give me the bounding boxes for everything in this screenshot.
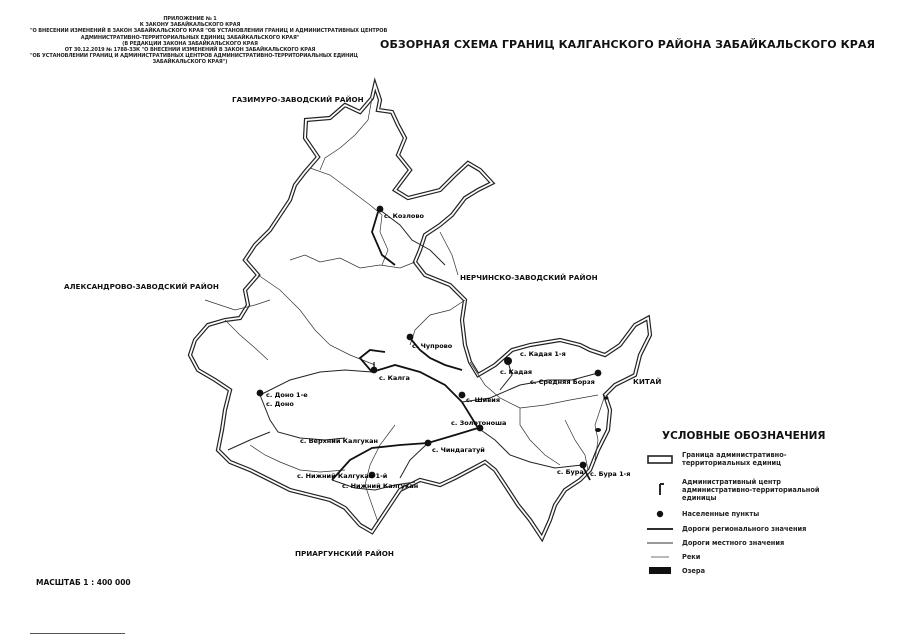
- lake-icon: [647, 564, 673, 578]
- label-zolotonosha: с. Золотоноша: [451, 419, 507, 427]
- map-scale: МАСШТАБ 1 : 400 000: [36, 578, 131, 587]
- label-bura: с. Бура: [557, 468, 584, 476]
- label-kadaya1: с. Кадая 1-я: [520, 350, 566, 358]
- neighbor-west: АЛЕКСАНДРОВО-ЗАВОДСКИЙ РАЙОН: [64, 282, 219, 291]
- legend-label: Дороги местного значения: [682, 539, 785, 547]
- settlement-dot-srednyaya-borzya: [595, 370, 602, 377]
- label-dono1: с. Доно 1-е: [266, 391, 308, 399]
- neighbor-northeast: НЕРЧИНСКО-ЗАВОДСКИЙ РАЙОН: [460, 273, 598, 282]
- header-line: ПРИЛОЖЕНИЕ № 1: [163, 16, 217, 22]
- label-chuprovo: с. Чупрово: [412, 342, 453, 350]
- header-line: К ЗАКОНУ ЗАБАЙКАЛЬСКОГО КРАЯ: [139, 22, 241, 29]
- lake-mark: [595, 428, 601, 432]
- legend-label: Граница административно-территориальных единиц: [682, 451, 787, 467]
- settlement-dot-chindagatuy: [425, 440, 432, 447]
- header-line: ОТ 30.12.2019 № 1788-ЗЗК "О ВНЕСЕНИИ ИЗМЕНЕНИЙ В ЗАКОН ЗАБАЙКАЛЬСКОГО КРАЯ: [64, 47, 316, 54]
- lake-mark: [604, 396, 609, 399]
- river-icon: [647, 550, 673, 564]
- settlements: [257, 206, 631, 490]
- legend-label: Реки: [682, 553, 701, 561]
- label-nizhny-kalgukan: с. Нижний Калгукан: [342, 482, 419, 490]
- settlement-dot-kozlovo: [377, 206, 384, 213]
- label-chindagatuy: с. Чиндагатуй: [432, 446, 485, 454]
- label-srednyaya-borzya: с. Средняя Борзя: [530, 378, 595, 386]
- label-bura1: с. Бура 1-я: [590, 470, 631, 478]
- label-verkhny-kalgukan: с. Верхний Калгукан: [300, 437, 379, 445]
- legend-label: Административный центр административно-территориальной единицы: [682, 478, 820, 502]
- label-shivia: с. Шивия: [466, 396, 501, 404]
- settlement-dot-kadaya1: [504, 357, 512, 365]
- header-line: "О ВНЕСЕНИИ ИЗМЕНЕНИЙ В ЗАКОН ЗАБАЙКАЛЬСКОГО КРАЯ "ОБ УСТАНОВЛЕНИИ ГРАНИЦ И АДМИНИСТРАТИВНЫХ ЦЕНТРОВ: [30, 28, 388, 35]
- local-road-icon: [647, 536, 673, 550]
- neighbor-east: КИТАЙ: [633, 377, 662, 386]
- divider: [30, 633, 125, 634]
- flag-icon: [647, 482, 673, 496]
- label-kalga: с. Калга: [379, 374, 410, 382]
- header-line: ЗАБАЙКАЛЬСКОГО КРАЯ"): [152, 59, 228, 66]
- dot-icon: [647, 507, 673, 521]
- boundary-symbol-icon: [647, 453, 673, 467]
- header-line: АДМИНИСТРАТИВНО-ТЕРРИТОРИАЛЬНЫХ ЕДИНИЦ ЗАБАЙКАЛЬСКОГО КРАЯ": [80, 34, 300, 41]
- label-nizhny-kalgukan1: с. Нижний Калгукан 1-й: [297, 472, 388, 480]
- neighbor-south: ПРИАРГУНСКИЙ РАЙОН: [295, 549, 394, 558]
- legend-title: УСЛОВНЫЕ ОБОЗНАЧЕНИЯ: [662, 430, 826, 442]
- map-title: ОБЗОРНАЯ СХЕМА ГРАНИЦ КАЛГАНСКОГО РАЙОНА ЗАБАЙКАЛЬСКОГО КРАЯ: [380, 38, 876, 51]
- settlement-dot-shivia: [459, 392, 466, 399]
- neighbor-north: ГАЗИМУРО-ЗАВОДСКИЙ РАЙОН: [232, 95, 364, 104]
- settlement-dot-chuprovo: [407, 334, 414, 341]
- label-kadaya: с. Кадая: [500, 368, 533, 376]
- legend-item-center: [645, 478, 825, 502]
- settlement-dot-dono: [257, 390, 264, 397]
- legend-label: Населенные пункты: [682, 510, 760, 518]
- label-dono: с. Доно: [266, 400, 294, 408]
- legend-item-lake: [645, 564, 825, 584]
- regional-road-icon: [647, 522, 673, 536]
- header-line: (В РЕДАКЦИИ ЗАКОНА ЗАБАЙКАЛЬСКОГО КРАЯ: [122, 40, 258, 47]
- legend-label: Дороги регионального значения: [682, 525, 807, 533]
- legend-item-boundary: [645, 450, 825, 470]
- header-line: "ОБ УСТАНОВЛЕНИИ ГРАНИЦ И АДМИНИСТРАТИВНЫХ ЦЕНТРОВ АДМИНИСТРАТИВНО-ТЕРРИТОРИАЛЬНЫХ ЕДИНИЦ: [30, 53, 358, 60]
- legend-label: Озера: [682, 567, 706, 575]
- label-kozlovo: с. Козлово: [384, 212, 424, 220]
